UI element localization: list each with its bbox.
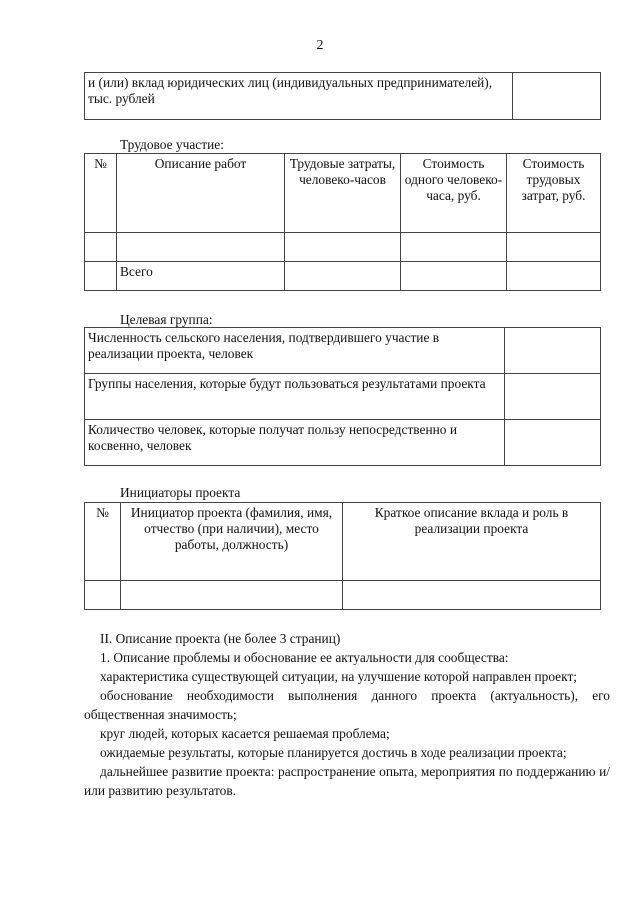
table-header-row (85, 503, 601, 581)
table-cell[interactable] (507, 233, 601, 262)
description-item: обоснование необходимости выполнения данного проекта (актуальность), его общественная значимость; (84, 688, 610, 722)
table-row (85, 581, 601, 610)
description-item: круг людей, которых касается решаемая проблема; (100, 726, 390, 741)
target-label: Группы населения, которые будут пользоваться результатами проекта (85, 374, 505, 420)
contribution-table (84, 72, 601, 120)
target-value-cell[interactable] (505, 374, 601, 420)
target-label: Количество человек, которые получат пользу непосредственно и косвенно, человек (85, 420, 505, 466)
header-work-description: Описание работ (117, 154, 285, 233)
table-cell[interactable] (121, 581, 343, 610)
section-heading: II. Описание проекта (не более 3 страниц) (100, 631, 341, 646)
header-contribution-role: Краткое описание вклада и роль в реализации проекта (343, 503, 601, 581)
project-description (84, 629, 610, 800)
table-cell[interactable] (85, 233, 117, 262)
labor-table (84, 153, 601, 291)
header-total-cost: Стоимость трудовых затрат, руб. (507, 154, 601, 233)
header-initiator: Инициатор проекта (фамилия, имя, отчество (при наличии), место работы, должность) (121, 503, 343, 581)
page-number: 2 (316, 38, 324, 53)
description-item: ожидаемые результаты, которые планируется достичь в ходе реализации проекта; (100, 745, 567, 760)
header-labor-hours: Трудовые затраты, человеко-часов (285, 154, 401, 233)
table-header-row (85, 154, 601, 233)
table-cell[interactable] (401, 233, 507, 262)
labor-caption: Трудовое участие: (120, 137, 224, 152)
header-number: № (85, 154, 117, 233)
table-cell[interactable] (285, 233, 401, 262)
target-caption: Целевая группа: (120, 312, 213, 327)
table-row (85, 420, 601, 466)
contribution-value-cell[interactable] (513, 73, 601, 120)
table-cell[interactable] (85, 581, 121, 610)
table-row (85, 328, 601, 374)
table-row-total (85, 262, 601, 291)
table-row (85, 73, 601, 120)
initiators-caption: Инициаторы проекта (120, 485, 241, 500)
table-cell[interactable] (117, 233, 285, 262)
header-hour-cost: Стоимость одного человеко-часа, руб. (401, 154, 507, 233)
description-item: дальнейшее развитие проекта: распространение опыта, мероприятия по поддержанию и/или развитию результатов. (84, 764, 610, 798)
table-cell[interactable] (285, 262, 401, 291)
target-label: Численность сельского населения, подтвердившего участие в реализации проекта, человек (85, 328, 505, 374)
table-cell[interactable] (343, 581, 601, 610)
initiators-table (84, 502, 601, 610)
header-number: № (85, 503, 121, 581)
target-value-cell[interactable] (505, 328, 601, 374)
table-cell[interactable] (507, 262, 601, 291)
description-item: характеристика существующей ситуации, на улучшение которой направлен проект; (100, 669, 578, 684)
table-cell[interactable] (85, 262, 117, 291)
target-group-table (84, 327, 601, 466)
table-cell[interactable] (401, 262, 507, 291)
contribution-label: и (или) вклад юридических лиц (индивидуальных предпринимателей), тыс. рублей (85, 73, 513, 120)
table-row (85, 374, 601, 420)
table-row (85, 233, 601, 262)
subsection-heading: 1. Описание проблемы и обоснование ее актуальности для сообщества: (100, 650, 509, 665)
total-label: Всего (117, 262, 285, 291)
target-value-cell[interactable] (505, 420, 601, 466)
